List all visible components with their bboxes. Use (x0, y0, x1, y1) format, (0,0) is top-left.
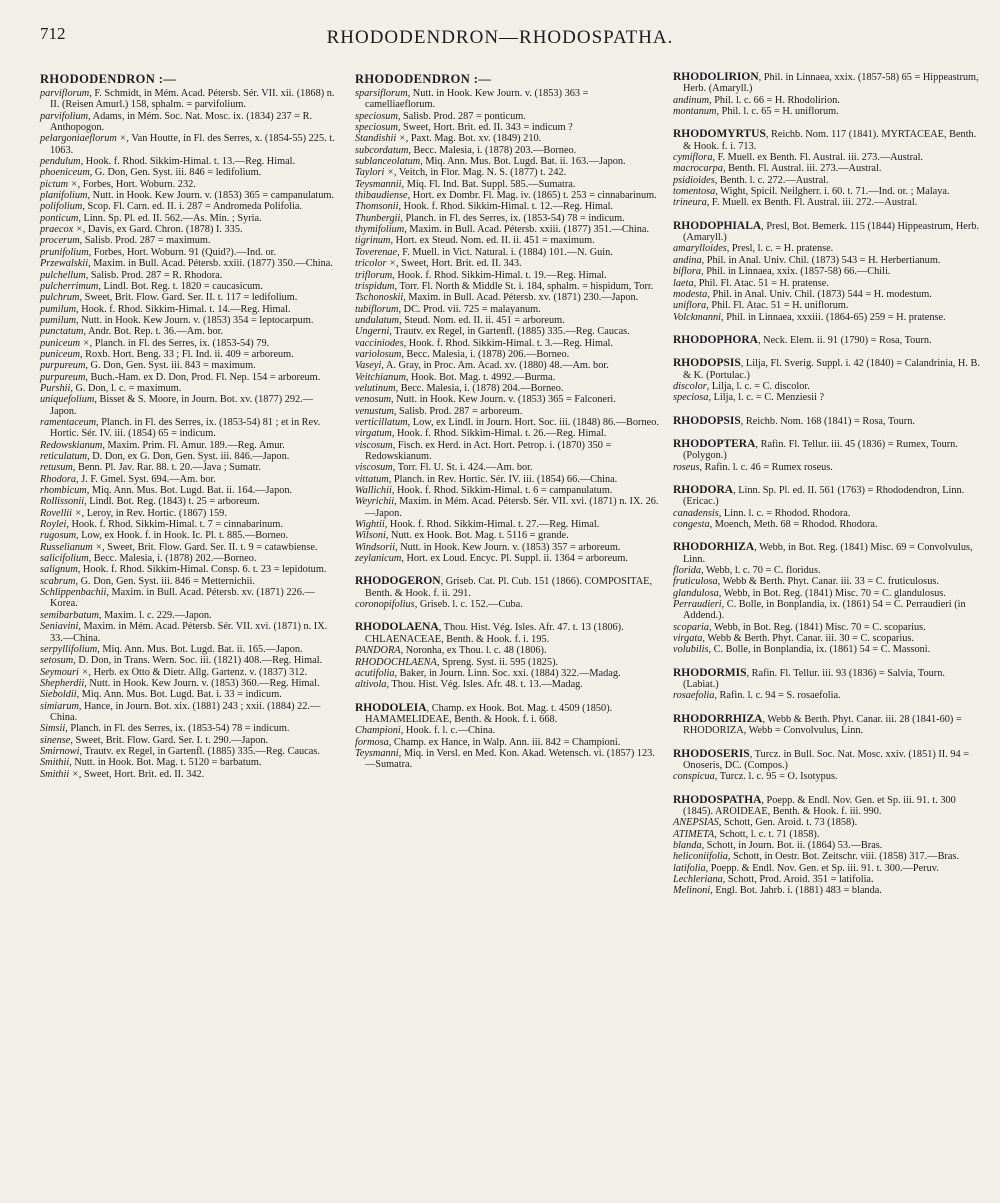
species-entry: heliconiifolia, Schott, in Oestr. Bot. Zeitschr. viii. (1858) 317.—Bras. (673, 851, 960, 863)
genus-block (673, 221, 981, 323)
species-entry: puniceum, Roxb. Hort. Beng. 33 ; Fl. Ind. ii. 409 = arboreum. (40, 348, 294, 360)
species-entry: Wilsoni, Nutt. ex Hook. Bot. Mag. t. 5116 = grande. (355, 530, 569, 542)
species-entry: Teysmanni, Miq. in Versl. en Med. Kon. Akad. Wetensch. vi. (1857) 123.—Sumatra. (355, 747, 655, 771)
species-entry: Vaseyi, A. Gray, in Proc. Am. Acad. xv. (1880) 48.—Am. bor. (355, 360, 609, 372)
species-entry: coronopifolius, Griseb. l. c. 152.—Cuba. (355, 599, 523, 611)
genus-entry: RHODOPTERA, Rafin. Fl. Tellur. iii. 45 (1836) = Rumex, Tourn. (Polygon.) (673, 437, 958, 462)
species-entry: laeta, Phil. Fl. Atac. 51 = H. pratense. (673, 277, 829, 289)
species-entry: planifolium, Nutt. in Hook. Kew Journ. v. (1853) 365 = campanulatum. (40, 190, 334, 202)
species-entry: pulchellum, Salisb. Prod. 287 = R. Rhodora. (40, 269, 223, 281)
species-entry: Smithii ×, Sweet, Hort. Brit. ed. II. 342. (40, 768, 205, 780)
species-entry: Rhodora, J. F. Gmel. Syst. 694.—Am. bor. (40, 473, 216, 485)
species-entry: Russelianum ×, Sweet, Brit. Flow. Gard. Ser. II. t. 9 = catawbiense. (40, 541, 318, 553)
genus-entry: RHODOLAENA, Thou. Hist. Vég. Isles. Afr. 47. t. 13 (1806). CHLAENACEAE, Benth. & Hook. f. i. 195. (355, 621, 624, 645)
species-entry: psidioides, Benth. l. c. 272.—Austral. (673, 174, 829, 186)
genus-entry: RHODOSERIS, Turcz. in Bull. Soc. Nat. Mosc. xxiv. (1851) II. 94 = Onoseris, DC. (Compos.) (673, 747, 970, 771)
species-entry: phoeniceum, G. Don, Gen. Syst. iii. 846 = ledifolium. (40, 167, 262, 179)
species-entry: volubilis, C. Bolle, in Bonplandia, ix. (1861) 54 = C. Massoni. (673, 644, 931, 656)
genus-entry: RHODOPSIS, Lilja, Fl. Sverig. Suppl. i. 42 (1840) = Calandrinia, H. B. & K. (Portulac.) (673, 357, 980, 381)
species-entry: Redowskianum, Maxim. Prim. Fl. Amur. 189.—Reg. Amur. (40, 439, 285, 451)
species-entry: Smithii, Nutt. in Hook. Bot. Mag. t. 5120 = barbatum. (40, 757, 262, 769)
species-entry: purpureum, G. Don, Gen. Syst. iii. 843 = maximum. (40, 360, 256, 372)
genus-entry: RHODORRHIZA, Webb & Berth. Phyt. Canar. iii. 28 (1841-60) = RHODORIZA, Webb = Convolvulus, Linn. (673, 712, 962, 737)
species-entry: vacciniodes, Hook. f. Rhod. Sikkim-Himal. t. 3.—Reg. Himal. (355, 337, 613, 349)
species-entry: procerum, Salisb. Prod. 287 = maximum. (40, 235, 211, 247)
genus-entry: RHODOLIRION, Phil. in Linnaea, xxix. (1857-58) 65 = Hippeastrum, Herb. (Amaryll.) (673, 71, 979, 95)
genus-block (673, 416, 981, 427)
species-entry: thibaudiense, Hort. ex Dombr. Fl. Mag. iv. (1865) t. 253 = cinnabarinum. (355, 190, 657, 202)
species-entry: sublanceolatum, Miq. Ann. Mus. Bot. Lugd. Bat. ii. 163.—Japon. (355, 156, 626, 168)
species-entry: parviflorum, F. Schmidt, in Mém. Acad. Pétersb. Sér. VII. xii. (1868) n. II. (Reisen Amurl.) 158, sphalm. = parvifolium. (40, 88, 335, 111)
species-entry: zeylanicum, Hort. ex Loud. Encyc. Pl. Suppl. ii. 1364 = arboreum. (355, 553, 628, 565)
species-entry: speciosa, Lilja, l. c. = C. Menziesii ? (673, 392, 825, 404)
species-entry: rugosum, Low, ex Hook. f. in Hook. Ic. Pl. t. 885.—Borneo. (40, 530, 289, 542)
species-entry: viscosum, Torr. Fl. U. St. i. 424.—Am. bor. (355, 462, 533, 474)
species-entry: PANDORA, Noronha, ex Thou. l. c. 48 (1806). (355, 645, 547, 657)
genus-entry: RHODORMIS, Rafin. Fl. Tellur. iii. 93 (1836) = Salvia, Tourn. (Labiat.) (673, 666, 945, 691)
species-entry: undulatum, Steud. Nom. ed. II. ii. 451 = arboreum. (355, 314, 565, 326)
species-entry: Wallichii, Hook. f. Rhod. Sikkim-Himal. t. 6 = campanulatum. (355, 485, 613, 497)
species-entry: setosum, D. Don, in Trans. Wern. Soc. iii. (1821) 408.—Reg. Himal. (40, 655, 323, 667)
species-entry: tigrinum, Hort. ex Steud. Nom. ed. II. ii. 451 = maximum. (355, 235, 595, 247)
genus-block (673, 714, 981, 737)
species-entry: rhombicum, Miq. Ann. Mus. Bot. Lugd. Bat. ii. 164.—Japon. (40, 485, 293, 497)
species-entry: thymifolium, Maxim. in Bull. Acad. Pétersb. xxiii. (1877) 351.—China. (355, 224, 650, 236)
species-entry: RHODOCHLAENA, Spreng. Syst. ii. 595 (1825). (355, 656, 559, 668)
species-entry: Volckmanni, Phil. in Linnaea, xxxiii. (1864-65) 259 = H. pratense. (673, 311, 946, 323)
species-entry: trispidum, Torr. Fl. North & Middle St. i. 184, sphalm. = hispidum, Torr. (355, 280, 654, 292)
species-entry: semibarbatum, Maxim. l. c. 229.—Japon. (40, 609, 212, 621)
genus-block (673, 439, 981, 473)
genus-block (673, 795, 981, 897)
genus-entry: RHODORA, Linn. Sp. Pl. ed. II. 561 (1763) = Rhododendron, Linn. (Ericac.) (673, 483, 965, 508)
species-entry: reticulatum, D. Don, ex G. Don, Gen. Syst. iii. 846.—Japon. (40, 451, 290, 462)
genus-entry: RHODOSPATHA, Poepp. & Endl. Nov. Gen. et Sp. iii. 91. t. 300 (1845). AROIDEAE, Benth. & Hook. f. iii. 990. (673, 793, 956, 817)
species-entry: retusum, Benn. Pl. Jav. Rar. 88. t. 20.—Java ; Sumatr. (40, 462, 261, 474)
species-entry: andinum, Phil. l. c. 66 = H. Rhodolirion. (673, 94, 840, 106)
species-entry: Championi, Hook. f. l. c.—China. (355, 725, 496, 737)
species-entry: pelargoniaeflorum ×, Van Houtte, in Fl. des Serres, x. (1854-55) 225. t. 1063. (40, 133, 335, 156)
species-entry: pumilum, Nutt. in Hook. Kew Journ. v. (1853) 354 = leptocarpum. (40, 314, 314, 326)
species-entry: speciosum, Salisb. Prod. 287 = ponticum. (355, 110, 526, 122)
species-entry: Teysmannii, Miq. Fl. Ind. Bat. Suppl. 585.—Sumatra. (355, 178, 576, 190)
species-entry: pictum ×, Forbes, Hort. Woburn. 232. (40, 178, 196, 190)
species-entry: tubiflorum, DC. Prod. vii. 725 = malayanum. (355, 303, 541, 315)
species-entry: vittatum, Planch. in Rev. Hortic. Sér. IV. iii. (1854) 66.—China. (355, 473, 618, 485)
species-entry: praecox ×, Davis, ex Gard. Chron. (1878) I. 335. (40, 224, 243, 236)
species-entry: uniquefolium, Bisset & S. Moore, in Journ. Bot. xv. (1877) 292.—Japon. (40, 394, 314, 417)
genus-block (355, 622, 660, 690)
species-entry: Schlippenbachii, Maxim. in Bull. Acad. Pétersb. xv. (1871) 226.—Korea. (40, 587, 315, 610)
species-entry: purpureum, Buch.-Ham. ex D. Don, Prod. Fl. Nep. 154 = arboreum. (40, 371, 321, 383)
species-entry: Simsii, Planch. in Fl. des Serres, ix. (1853-54) 78 = indicum. (40, 723, 290, 735)
species-entry: Rovellii ×, Leroy, in Rev. Hortic. (1867) 159. (40, 507, 227, 519)
species-entry: amarylloides, Presl, l. c. = H. pratense. (673, 243, 834, 255)
species-entry: tomentosa, Wight, Spicil. Neilgherr. i. 60. t. 71.—Ind. or. ; Malaya. (673, 186, 950, 198)
species-entry: pendulum, Hook. f. Rhod. Sikkim-Himal. t. 13.—Reg. Himal. (40, 156, 296, 168)
species-entry: cymiflora, F. Muell. ex Benth. Fl. Austral. iii. 273.—Austral. (673, 152, 924, 164)
species-entry: latifolia, Poepp. & Endl. Nov. Gen. et Sp. iii. 91. t. 300.—Peruv. (673, 862, 939, 874)
genus-block (355, 576, 660, 610)
species-entry: pulcherrimum, Lindl. Bot. Reg. t. 1820 = caucasicum. (40, 280, 263, 292)
running-title: RHODODENDRON—RHODOSPATHA. (326, 27, 674, 48)
species-entry: sinense, Sweet, Brit. Flow. Gard. Ser. I. t. 290.—Japon. (40, 734, 269, 746)
species-entry: salicifolium, Becc. Malesia, i. (1878) 202.—Borneo. (40, 553, 257, 565)
species-entry: modesta, Phil. in Anal. Univ. Chil. (1873) 544 = H. modestum. (673, 288, 932, 300)
genus-block (355, 72, 660, 564)
species-entry: florida, Webb, l. c. 70 = C. floridus. (673, 565, 821, 577)
genus-block (355, 703, 660, 771)
species-entry: triflorum, Hook. f. Rhod. Sikkim-Himal. t. 19.—Reg. Himal. (355, 269, 607, 281)
species-entry: andina, Phil. in Anal. Univ. Chil. (1873) 543 = H. Herbertianum. (673, 254, 941, 266)
genus-block (673, 668, 981, 702)
column-1 (40, 72, 336, 780)
species-entry: virgatum, Hook. f. Rhod. Sikkim-Himal. t. 26.—Reg. Himal. (355, 428, 607, 440)
species-entry: blanda, Schott, in Journ. Bot. ii. (1864) 53.—Bras. (673, 839, 883, 851)
species-entry: velutinum, Becc. Malesia, i. (1878) 204.—Borneo. (355, 382, 564, 394)
species-entry: Thomsonii, Hook. f. Rhod. Sikkim-Himal. t. 12.—Reg. Himal. (355, 201, 614, 213)
species-entry: formosa, Champ. ex Hance, in Walp. Ann. iii. 842 = Championi. (355, 736, 621, 748)
genus-block (40, 72, 336, 780)
species-entry: Ungerni, Trautv. ex Regel, in Gartenfl. (1885) 335.—Reg. Caucas. (355, 326, 630, 338)
genus-entry: RHODORHIZA, Webb, in Bot. Reg. (1841) Misc. 69 = Convolvulus, Linn. (673, 541, 973, 565)
species-entry: Taylori ×, Veitch, in Flor. Mag. N. S. (1877) t. 242. (355, 167, 567, 179)
species-entry: ramentaceum, Planch. in Fl. des Serres, ix. (1853-54) 81 ; et in Rev. Hortic. Sér. IV. iii. (1854) 65 = indicum. (40, 416, 321, 440)
species-entry: Toverenae, F. Muell. in Vict. Natural. i. (1884) 101.—N. Guin. (355, 246, 613, 258)
species-entry: prunifolium, Forbes, Hort. Woburn. 91 (Quid?).—Ind. or. (40, 246, 277, 258)
genus-entry: RHODOGERON, Griseb. Cat. Pl. Cub. 151 (1866). COMPOSITAE, Benth. & Hook. f. ii. 291. (355, 575, 653, 599)
species-entry: Perraudieri, C. Bolle, in Bonplandia, ix. (1861) 54 = C. Perraudieri (in Addend.). (673, 599, 966, 622)
species-entry: Windsorii, Nutt. in Hook. Kew Journ. v. (1853) 357 = arboreum. (355, 541, 621, 553)
species-entry: ATIMETA, Schott, l. c. t. 71 (1858). (673, 828, 820, 840)
genus-entry: RHODOPHIALA, Presl, Bot. Bemerk. 115 (1844) Hippeastrum, Herb. (Amaryll.) (673, 219, 979, 244)
species-entry: parvifolium, Adams, in Mém. Soc. Nat. Mosc. ix. (1834) 237 = R. Anthopogon. (40, 110, 313, 134)
species-entry: trineura, F. Muell. ex Benth. Fl. Austral. iii. 272.—Austral. (673, 197, 918, 209)
species-entry: virgata, Webb & Berth. Phyt. Canar. iii. 30 = C. scoparius. (673, 633, 914, 645)
species-entry: rosaefolia, Rafin. l. c. 94 = S. rosaefolia. (673, 690, 841, 702)
species-entry: acutifolia, Baker, in Journ. Linn. Soc. xxi. (1884) 322.—Madag. (355, 667, 621, 679)
species-entry: variolosum, Becc. Malesia, i. (1878) 206.—Borneo. (355, 348, 570, 360)
genus-block (673, 485, 981, 530)
species-entry: sparsiflorum, Nutt. in Hook. Kew Journ. v. (1853) 363 = camelliaeflorum. (355, 88, 589, 111)
species-entry: scoparia, Webb, in Bot. Reg. (1841) Misc. 70 = C. scoparius. (673, 621, 926, 633)
genus-entry: RHODOPHORA, Neck. Elem. ii. 91 (1790) = Rosa, Tourn. (673, 333, 932, 346)
species-entry: discolor, Lilja, l. c. = C. discolor. (673, 380, 810, 392)
genus-block (673, 72, 981, 117)
genus-block (673, 129, 981, 208)
page-number: 712 (40, 24, 66, 43)
genus-entry: RHODOMYRTUS, Reichb. Nom. 117 (1841). MYRTACEAE, Benth. & Hook. f. i. 713. (673, 128, 977, 152)
species-entry: serpyllifolium, Miq. Ann. Mus. Bot. Lugd. Bat. ii. 165.—Japon. (40, 643, 303, 655)
species-entry: ponticum, Linn. Sp. Pl. ed. II. 562.—As. Min. ; Syria. (40, 212, 262, 224)
species-entry: canadensis, Linn. l. c. = Rhodod. Rhodora. (673, 507, 851, 519)
species-entry: venustum, Salisb. Prod. 287 = arboreum. (355, 405, 523, 417)
species-entry: Melinoni, Engl. Bot. Jahrb. i. (1881) 483 = blanda. (673, 885, 882, 897)
genus-heading: RHODODENDRON :— (355, 72, 492, 86)
species-entry: scabrum, G. Don, Gen. Syst. iii. 846 = Metternichii. (40, 575, 255, 587)
species-entry: verticillatum, Low, ex Lindl. in Journ. Hort. Soc. iii. (1848) 86.—Borneo. (355, 416, 659, 428)
genus-block (673, 749, 981, 783)
species-entry: Seymouri ×, Herb. ex Otto & Dietr. Allg. Gartenz. v. (1837) 312. (40, 666, 308, 678)
species-entry: Weyrichii, Maxim. in Mém. Acad. Pétersb. Sér. VII. xvi. (1871) n. IX. 26.—Japon. (355, 496, 659, 519)
genus-block (673, 358, 981, 403)
species-entry: uniflora, Phil. Fl. Atac. 51 = H. uniflorum. (673, 300, 849, 312)
species-entry: fruticulosa, Webb & Berth. Phyt. Canar. iii. 33 = C. fruticulosus. (673, 576, 939, 588)
species-entry: punctatum, Andr. Bot. Rep. t. 36.—Am. bor. (40, 326, 224, 338)
species-entry: conspicua, Turcz. l. c. 95 = O. Isotypus. (673, 771, 838, 783)
species-entry: congesta, Moench, Meth. 68 = Rhodod. Rhodora. (673, 519, 878, 530)
genus-entry: RHODOPSIS, Reichb. Nom. 168 (1841) = Rosa, Tourn. (673, 414, 915, 427)
species-entry: Sieboldii, Miq. Ann. Mus. Bot. Lugd. Bat. i. 33 = indicum. (40, 689, 282, 701)
species-entry: Thunbergii, Planch. in Fl. des Serres, ix. (1853-54) 78 = indicum. (355, 212, 625, 224)
genus-block (673, 542, 981, 655)
genus-block (673, 335, 981, 346)
species-entry: subcordatum, Becc. Malesia, i. (1878) 203.—Borneo. (355, 144, 577, 156)
species-entry: Smirnowi, Trautv. ex Regel, in Gartenfl. (1885) 335.—Reg. Caucas. (40, 745, 320, 757)
species-entry: Przewalskii, Maxim. in Bull. Acad. Pétersb. xxiii. (1877) 350.—China. (40, 258, 333, 270)
species-entry: speciosum, Sweet, Hort. Brit. ed. II. 343 = indicum ? (355, 122, 573, 134)
species-entry: biflora, Phil. in Linnaea, xxix. (1857-58) 66.—Chili. (673, 266, 891, 278)
species-entry: ANEPSIAS, Schott, Gen. Aroid. t. 73 (1858). (673, 817, 858, 829)
species-entry: Wightii, Hook. f. Rhod. Sikkim-Himal. t. 27.—Reg. Himal. (355, 519, 600, 531)
species-entry: Tschonoskii, Maxim. in Bull. Acad. Pétersb. xv. (1871) 230.—Japon. (355, 292, 639, 304)
genus-entry: RHODOLEIA, Champ. ex Hook. Bot. Mag. t. 4509 (1850). HAMAMELIDEAE, Benth. & Hook. f. i. 668. (355, 701, 613, 725)
species-entry: glandulosa, Webb, in Bot. Reg. (1841) Misc. 70 = C. glandulosus. (673, 587, 946, 599)
species-entry: macrocarpa, Benth. Fl. Austral. iii. 273.—Austral. (673, 163, 882, 175)
species-entry: venosum, Nutt. in Hook. Kew Journ. v. (1853) 365 = Falconeri. (355, 394, 616, 406)
species-entry: Seniavini, Maxim. in Mém. Acad. Pétersb. Sér. VII. xvi. (1871) n. IX. 33.—China. (40, 621, 328, 644)
species-entry: simiarum, Hance, in Journ. Bot. xix. (1881) 243 ; xxii. (1884) 22.—China. (40, 700, 321, 723)
species-entry: Purshii, G. Don, l. c. = maximum. (40, 382, 182, 394)
species-entry: salignum, Hook. f. Rhod. Sikkim-Himal. Consp. 6. t. 23 = lepidotum. (40, 564, 327, 576)
species-entry: Veitchianum, Hook. Bot. Mag. t. 4992.—Burma. (355, 371, 556, 383)
species-entry: Lechleriana, Schott, Prod. Aroid. 351 = latifolia. (673, 873, 874, 885)
species-entry: Standishii ×, Paxt. Mag. Bot. xv. (1849) 210. (355, 133, 542, 145)
species-entry: pumilum, Hook. f. Rhod. Sikkim-Himal. t. 14.—Reg. Himal. (40, 303, 291, 315)
species-entry: altivola, Thou. Hist. Vég. Isles. Afr. 48. t. 13.—Madag. (355, 679, 583, 691)
species-entry: puniceum ×, Planch. in Fl. des Serres, ix. (1853-54) 79. (40, 337, 270, 349)
species-entry: Roylei, Hook. f. Rhod. Sikkim-Himal. t. 7 = cinnabarinum. (40, 519, 283, 531)
species-entry: montanum, Phil. l. c. 65 = H. uniflorum. (673, 106, 839, 118)
species-entry: Shepherdii, Nutt. in Hook. Kew Journ. v. (1853) 360.—Reg. Himal. (40, 677, 320, 689)
species-entry: pulchrum, Sweet, Brit. Flow. Gard. Ser. II. t. 117 = ledifolium. (40, 292, 298, 304)
genus-heading: RHODODENDRON :— (40, 72, 177, 86)
column-2 (355, 72, 660, 771)
species-entry: polifolium, Scop. Fl. Carn. ed. II. i. 287 = Andromeda Polifolia. (40, 201, 303, 213)
species-entry: roseus, Rafin. l. c. 46 = Rumex roseus. (673, 461, 833, 473)
species-entry: Rollissonii, Lindl. Bot. Reg. (1843) t. 25 = arboreum. (40, 496, 260, 508)
column-3 (673, 72, 981, 897)
species-entry: tricolor ×, Sweet, Hort. Brit. ed. II. 343. (355, 258, 522, 270)
species-entry: viscosum, Fisch. ex Herd. in Act. Hort. Petrop. i. (1870) 350 = Redowskianum. (355, 439, 612, 462)
